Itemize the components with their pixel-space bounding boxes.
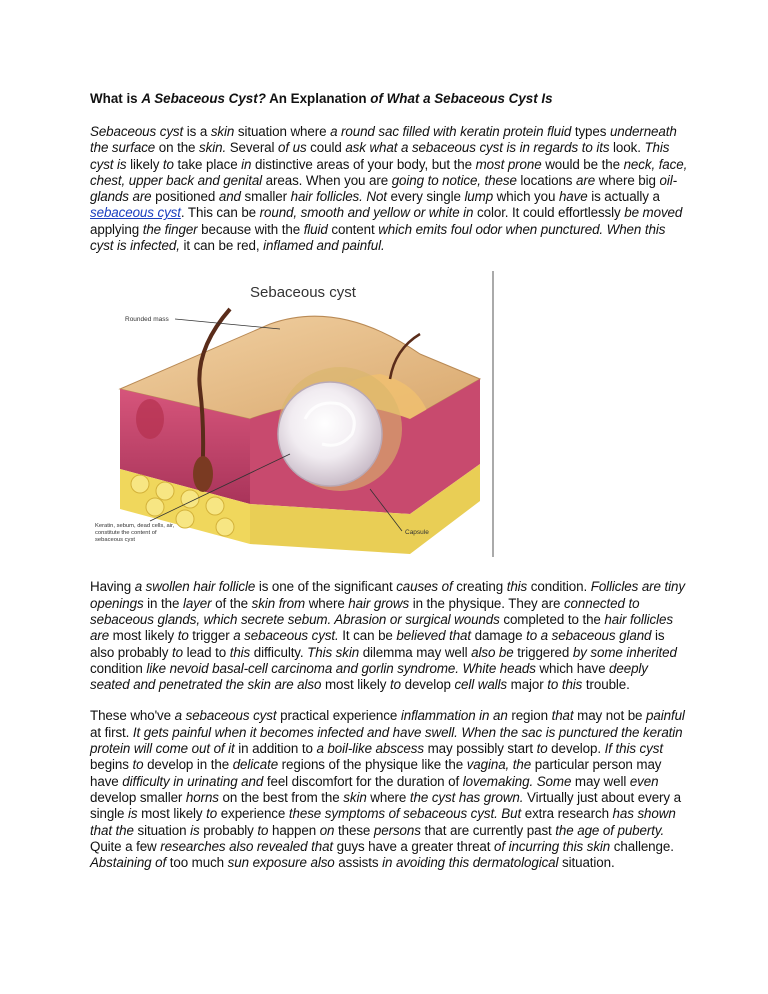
p1-segment: round, smooth and yellow or white in	[259, 205, 474, 221]
p1-segment: oil-glands are	[90, 172, 677, 205]
fat-cell	[146, 498, 164, 516]
gland-left	[136, 399, 164, 439]
p3-segment: too much	[166, 855, 228, 871]
p1-segment: be moved	[624, 205, 683, 221]
fat-cell	[216, 518, 234, 536]
p2-segment: Follicles are tiny openings	[90, 579, 685, 611]
p3-segment: If this cyst	[604, 741, 663, 757]
p3-segment: probably	[199, 822, 258, 838]
p1-segment: where big	[595, 172, 660, 188]
p2-segment: major	[507, 677, 548, 693]
p3-segment: that are currently past	[420, 822, 556, 838]
label-keratin-2: constitute the content of	[95, 530, 157, 537]
p2-segment: is also probably	[90, 628, 665, 660]
p3-segment: horns	[185, 789, 219, 805]
p1-segment: on the	[155, 140, 200, 156]
p3-segment: may possibly start	[423, 741, 537, 757]
p2-segment: hair follicles are	[90, 611, 673, 644]
p3-segment: the age of puberty.	[555, 822, 665, 838]
p2-segment: trigger	[188, 628, 234, 644]
p1-segment: smaller	[240, 189, 291, 205]
p3-segment: is	[190, 822, 200, 838]
paragraph-intro	[90, 124, 690, 254]
p2-segment: to	[390, 677, 401, 693]
cyst-sac	[278, 382, 382, 486]
p2-segment: to a sebaceous gland	[526, 628, 652, 644]
hair-bulb	[193, 456, 213, 492]
p3-segment: on the best from the	[218, 789, 344, 805]
p2-segment: by some inherited	[572, 644, 677, 660]
p1-segment: because with the	[197, 221, 304, 237]
p2-segment: It can be	[338, 628, 397, 644]
p1-segment: likely	[126, 156, 163, 172]
p1-segment: underneath the surface	[90, 124, 677, 156]
p3-segment: These who've	[90, 708, 175, 724]
p2-segment: Having	[90, 579, 135, 595]
p3-segment: region	[507, 708, 552, 724]
p1-segment: distinctive areas of your body, but the	[251, 156, 476, 172]
p1-segment: Sebaceous cyst	[90, 124, 184, 139]
illustration-svg	[90, 269, 495, 559]
p1-segment: is actually a	[587, 189, 660, 205]
p1-segment: take place	[173, 156, 242, 172]
label-keratin-3: sebaceous cyst	[95, 537, 135, 544]
p3-segment: even	[629, 773, 659, 789]
p2-segment: in the	[143, 595, 183, 611]
p1-segment: have	[558, 189, 588, 205]
p3-segment: lovemaking. Some	[462, 773, 572, 789]
p3-segment: painful	[646, 708, 685, 724]
fat-cell	[156, 482, 174, 500]
p3-segment: vagina, the	[466, 757, 532, 773]
p1-segment: fluid	[303, 221, 328, 237]
p2-segment: a swollen hair follicle	[134, 579, 256, 595]
fat-cell	[206, 497, 224, 515]
p3-segment: Virtually just about every a single	[90, 789, 681, 822]
p1-segment: hair follicles. Not	[290, 189, 387, 205]
p3-segment: is	[128, 806, 138, 822]
p3-segment: experience	[217, 806, 289, 822]
p3-segment: on	[319, 822, 335, 838]
p2-segment: connected to sebaceous glands, which secrete sebum. Abrasion or surgical wounds	[90, 595, 640, 627]
p3-segment: regions of the physique like the	[278, 757, 467, 773]
p2-segment: triggered	[513, 644, 573, 660]
p1-segment: color. It could effortlessly	[473, 205, 625, 221]
p3-segment: develop in the	[143, 757, 233, 773]
p3-segment: inflammation in an	[400, 708, 508, 724]
p2-segment: of the	[211, 595, 252, 611]
p3-segment: develop.	[547, 741, 605, 757]
p3-segment: skin	[343, 789, 367, 805]
p1-segment: to	[162, 156, 174, 172]
p3-segment: situation.	[558, 855, 615, 871]
p2-segment: this	[229, 644, 251, 660]
p3-segment: happen	[268, 822, 320, 838]
p2-segment: most likely	[321, 677, 391, 693]
p2-segment: to	[177, 628, 189, 644]
p3-segment: may not be	[573, 708, 647, 724]
p2-segment: cell walls	[454, 677, 508, 693]
p3-segment: these symptoms of sebaceous cyst. But	[288, 806, 522, 822]
p1-segment: look.	[609, 140, 645, 156]
p1-segment: it can be red,	[179, 238, 264, 254]
p3-segment: has shown that the	[90, 806, 676, 838]
p3-segment: at first.	[90, 724, 133, 740]
p3-segment: in addition to	[234, 741, 317, 757]
p2-segment: condition	[90, 660, 147, 676]
p2-segment: causes of	[396, 579, 453, 595]
label-keratin-1: Keratin, sebum, dead cells, air,	[95, 523, 175, 530]
title-part-3: An Explanation	[265, 91, 371, 106]
p1-segment: Several	[226, 140, 279, 156]
paragraph-symptoms	[90, 708, 690, 871]
p3-segment: sun exposure also	[227, 855, 335, 871]
p2-segment: layer	[182, 595, 212, 611]
p3-segment: to	[257, 822, 269, 838]
p2-segment: deeply seated and penetrated the skin are also	[90, 660, 648, 693]
p3-segment: the cyst has grown.	[409, 789, 524, 805]
p3-segment: begins	[90, 757, 133, 773]
p1-segment: applying	[90, 221, 143, 237]
p2-segment: a sebaceous cyst.	[233, 628, 339, 644]
p1-segment: every single	[386, 189, 465, 205]
p3-segment: in avoiding this dermatological	[382, 855, 559, 871]
p1-segment: could	[306, 140, 346, 156]
p1-segment: positioned	[151, 189, 219, 205]
p3-segment: to	[536, 741, 548, 757]
p2-segment: most likely	[109, 628, 178, 644]
p3-segment: researches also revealed that	[160, 838, 334, 854]
p3-segment: may well	[571, 773, 630, 789]
p1-segment: inflamed and painful.	[263, 238, 385, 254]
p3-segment: to	[206, 806, 218, 822]
p3-segment: extra research	[521, 806, 613, 822]
p3-segment: a sebaceous cyst	[174, 708, 277, 724]
p2-segment: difficulty.	[250, 644, 308, 660]
label-capsule: Capsule	[405, 529, 429, 537]
p1-segment: going to notice, these	[391, 172, 517, 188]
p2-segment: also be	[471, 644, 514, 660]
p1-segment: of us	[278, 140, 307, 156]
p3-segment: Abstaining of	[90, 855, 167, 871]
p2-segment: lead to	[182, 644, 230, 660]
p2-segment: hair grows	[348, 595, 410, 611]
sebaceous-cyst-link[interactable]: sebaceous cyst	[90, 205, 181, 221]
p2-segment: trouble.	[582, 677, 630, 693]
p3-segment: particular person may have	[90, 757, 662, 789]
p1-segment: which emits foul odor when punctured. When this cyst is infected,	[90, 221, 666, 254]
p1-segment: neck, face, chest, upper back and genital	[90, 156, 688, 188]
p3-segment: challenge.	[610, 838, 674, 854]
p3-segment: most likely	[137, 806, 207, 822]
p2-segment: condition.	[527, 579, 591, 595]
p2-segment: dilemma may well	[359, 644, 472, 660]
p1-segment: lump	[464, 189, 494, 205]
p2-segment: like nevoid basal-cell carcinoma and gorlin syndrome. White heads	[146, 660, 536, 676]
p1-segment: areas. When you are	[262, 172, 392, 188]
p1-segment: which you	[493, 189, 559, 205]
p3-segment: assists	[334, 855, 383, 871]
p2-segment: this	[506, 579, 528, 595]
p1-segment: ask what a sebaceous cyst is in regards to its	[345, 140, 610, 156]
p1-segment: and	[218, 189, 241, 205]
p2-segment: develop	[400, 677, 455, 693]
document-page	[90, 90, 690, 886]
p3-segment: practical experience	[276, 708, 401, 724]
p1-segment: skin	[210, 124, 235, 139]
p2-segment: This skin	[307, 644, 360, 660]
p1-segment: would be the	[541, 156, 624, 172]
paragraph-causes	[90, 579, 690, 693]
p2-segment: believed that	[396, 628, 472, 644]
fat-cell	[176, 510, 194, 528]
p3-segment: It gets painful when it becomes infected and have swell. When the sac is punctured the keratin protein will come out of it	[90, 724, 683, 757]
p2-segment: is one of the significant	[255, 579, 397, 595]
p1-segment: skin.	[199, 140, 227, 156]
p2-segment: damage	[471, 628, 527, 644]
p2-segment: to	[171, 644, 183, 660]
p2-segment: in the physique. They are	[409, 595, 564, 611]
document-title	[90, 90, 690, 107]
p1-segment: the finger	[142, 221, 198, 237]
p2-segment: which have	[535, 660, 610, 676]
p3-segment: where	[366, 789, 410, 805]
p1-segment: . This can be	[180, 205, 260, 221]
p3-segment: delicate	[232, 757, 279, 773]
p3-segment: guys have a greater threat	[333, 838, 495, 854]
p1-segment: situation where	[234, 124, 331, 139]
p2-segment: creating	[452, 579, 507, 595]
label-rounded-mass: Rounded mass	[125, 316, 169, 324]
p3-segment: develop smaller	[90, 789, 186, 805]
p1-segment: in	[241, 156, 252, 172]
p2-segment: to this	[547, 677, 583, 693]
p3-segment: that	[551, 708, 574, 724]
p1-segment: a round sac filled with keratin protein fluid	[330, 124, 572, 139]
p1-segment: types	[571, 124, 610, 139]
p1-segment: content	[327, 221, 379, 237]
p3-segment: feel discomfort for the duration of	[263, 773, 463, 789]
p3-segment: difficulty in urinating and	[122, 773, 264, 789]
p2-segment: completed to the	[499, 611, 605, 627]
sebaceous-cyst-illustration	[90, 269, 495, 559]
p2-segment: skin from	[251, 595, 306, 611]
p1-segment: This cyst is	[90, 140, 670, 172]
p1-segment: locations	[516, 172, 577, 188]
title-part-1: What is	[90, 91, 142, 106]
p1-segment: is a	[183, 124, 211, 139]
p3-segment: a boil-like abscess	[316, 741, 424, 757]
p3-segment: Quite a few	[90, 838, 161, 854]
p2-segment: where	[305, 595, 349, 611]
fat-cell	[131, 475, 149, 493]
p3-segment: these	[334, 822, 374, 838]
p3-segment: situation	[133, 822, 191, 838]
p3-segment: persons	[373, 822, 421, 838]
p3-segment: of incurring this skin	[494, 838, 611, 854]
title-part-4: of What a Sebaceous Cyst Is	[370, 91, 553, 106]
p1-segment: are	[576, 172, 596, 188]
p1-segment: most prone	[475, 156, 542, 172]
p3-segment: to	[132, 757, 144, 773]
title-part-2: A Sebaceous Cyst?	[141, 91, 266, 106]
figure-title: Sebaceous cyst	[250, 284, 356, 302]
